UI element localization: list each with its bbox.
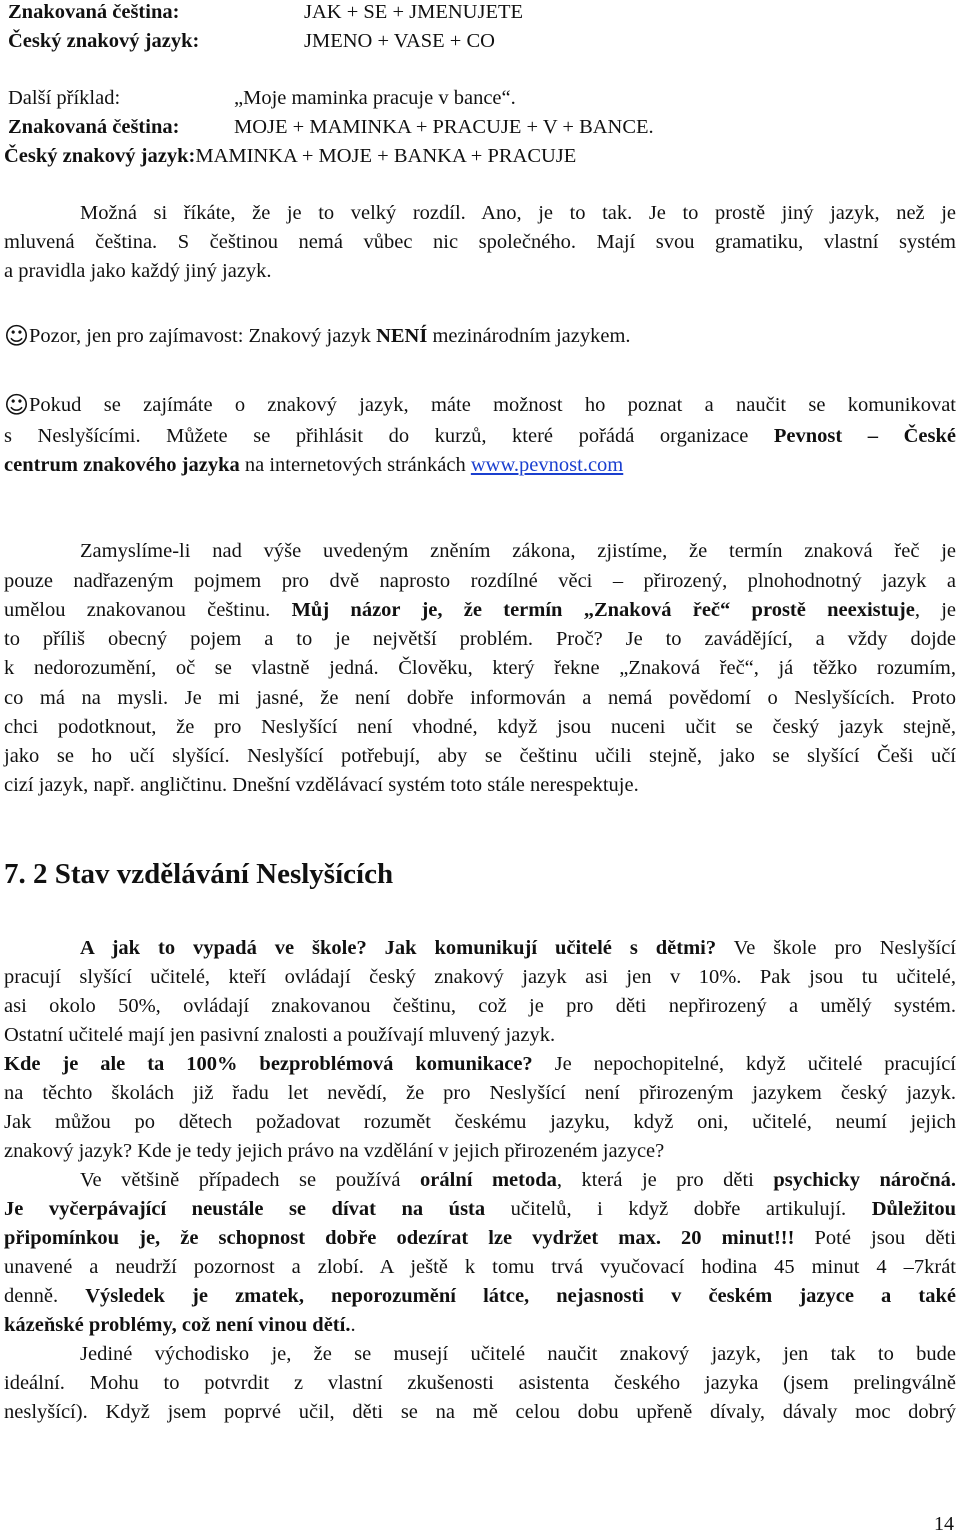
para4-line-5 xyxy=(4,1284,956,1308)
para2-l3-pre: umělou znakovanou češtinu. xyxy=(4,599,292,621)
example-intro-value: „Moje maminka pracuje v bance“. xyxy=(234,87,516,109)
para3-l1-post: Ve škole pro Neslyšící xyxy=(716,937,957,959)
para4-l5-bold: Výsledek je zmatek, neporozumění látce, nejasnosti v českém jazyce a také xyxy=(85,1285,956,1307)
para3-line-4: Ostatní učitelé mají jen pasivní znalosti a používají mluvený jazyk. xyxy=(4,1024,556,1046)
note1-post: mezinárodním jazykem. xyxy=(427,325,631,347)
section-heading: 7. 2 Stav vzdělávání Neslyšících xyxy=(4,858,394,890)
para2-line-2: pouze nadřazeným pojmem pro dvě naprosto rozdílné věci – přirozený, plnohodnotný jazyk a xyxy=(4,570,956,592)
para3-l5-bold: Kde je ale ta 100% bezproblémová komunikace? xyxy=(4,1053,533,1075)
para5-line-2: ideální. Mohu to potvrdit z vlastní zkušenosti asistenta českého jazyka (jsem prelingválně xyxy=(4,1372,956,1394)
para2-line-6: co má na mysli. Je mi jasné, že není dobře informován a nemá povědomí o Neslyšících. Proto xyxy=(4,687,956,709)
example-czj-value: MAMINKA + MOJE + BANKA + PRACUJE xyxy=(195,145,577,167)
para4-l5-pre: denně. xyxy=(4,1285,86,1307)
para4-l1-b2: psychicky náročná. xyxy=(773,1169,956,1191)
note2-line-2 xyxy=(4,424,956,448)
page-number: 14 xyxy=(934,1513,954,1535)
para3-line-3: asi okolo 50%, ovládají znakovanou češtinu, což je pro děti nepřirozený a umělý systém. xyxy=(4,995,956,1017)
para3-line-7: Jak můžou po dětech požadovat rozumět českému jazyku, když oni, učitelé, neumí jejich xyxy=(4,1111,956,1133)
para4-line-3 xyxy=(4,1226,956,1250)
para2-line-8: jako se ho učí slyšící. Neslyšící potřebují, aby se češtinu učili stejně, jako se slyšící Češi učí xyxy=(4,745,956,767)
note2-l2-bold: Pevnost – České xyxy=(773,425,956,447)
para5-line-3: neslyšící). Když jsem poprvé učil, děti se na mě celou dobu upřeně dívaly, dávaly moc dobrý xyxy=(4,1401,956,1423)
para3-line-6: na těchto školách již řadu let nevědí, že pro Neslyšící není přirozeným jazykem český jazyk. xyxy=(4,1082,956,1104)
para4-l3-bold: připomínkou je, že schopnost dobře odezírat lze vydržet max. 20 minut!!! xyxy=(4,1227,795,1249)
para2-line-9: cizí jazyk, např. angličtinu. Dnešní vzdělávací systém toto stále nerespektuje. xyxy=(4,774,639,796)
smiley-icon: ☺ xyxy=(4,391,30,419)
label-znakovana-cestina: Znakovaná čeština: xyxy=(8,1,180,23)
example-zc-value: MOJE + MAMINKA + PRACUJE + V + BANCE. xyxy=(234,116,654,138)
para3-l1-bold: A jak to vypadá ve škole? Jak komunikují učitelé s dětmi? xyxy=(80,937,717,959)
example-czj xyxy=(4,144,956,168)
para4-l6-bold: kázeňské problémy, což není vinou dětí. xyxy=(4,1314,351,1336)
para4-l2-b2: Důležitou xyxy=(871,1198,956,1220)
note2-l2-pre: s Neslyšícími. Můžete se přihlásit do kurzů, které pořádá organizace xyxy=(4,425,774,447)
para3-line-1 xyxy=(80,936,956,960)
example-czj-label: Český znakový jazyk: xyxy=(4,145,196,167)
para2-l3-post: , je xyxy=(914,599,957,621)
para4-l6-post: . xyxy=(350,1314,356,1336)
para2-line-4: to příliš obecný pojem a to je největší problém. Proč? Je to zavádějící, a vždy dojde xyxy=(4,628,956,650)
note2-l3-mid: na internetových stránkách xyxy=(239,454,471,476)
para1-line-3: a pravidla jako každý jiný jazyk. xyxy=(4,260,272,282)
para4-l1-pre: Ve většině případech se používá xyxy=(80,1169,421,1191)
para4-line-2 xyxy=(4,1197,956,1221)
note1-bold: NENÍ xyxy=(376,325,428,347)
value-znakovana-cestina: JAK + SE + JMENUJETE xyxy=(304,1,524,23)
para2-line-1: Zamyslíme-li nad výše uvedeným zněním zákona, zjistíme, že termín znaková řeč je xyxy=(80,540,956,562)
note2-line-1 xyxy=(4,393,956,417)
para2-l3-bold: Můj názor je, že termín „Znaková řeč“ prostě neexistuje xyxy=(291,599,915,621)
para4-l1-b1: orální metoda xyxy=(420,1169,557,1191)
note2-line-3 xyxy=(4,453,956,477)
value-cesky-znakovy-jazyk: JMENO + VASE + CO xyxy=(304,30,495,52)
para4-line-6 xyxy=(4,1313,956,1337)
note2-l1: Pokud se zajímáte o znakový jazyk, máte možnost ho poznat a naučit se komunikovat xyxy=(29,394,956,416)
example-zc-label: Znakovaná čeština: xyxy=(8,116,180,138)
para4-line-1 xyxy=(80,1168,956,1192)
example-intro-label: Další příklad: xyxy=(8,87,121,109)
para3-l5-post: Je nepochopitelné, když učitelé pracující xyxy=(532,1053,956,1075)
note1-pre: Pozor, jen pro zajímavost: Znakový jazyk xyxy=(29,325,377,347)
para3-line-2: pracují slyšící učitelé, kteří ovládají český znakový jazyk asi jen v 10%. Pak jsou tu učitelé, xyxy=(4,966,956,988)
pevnost-link[interactable]: www.pevnost.com xyxy=(470,454,624,476)
para3-line-8: znakový jazyk? Kde je tedy jejich právo na vzdělání v jejich přirozeném jazyce? xyxy=(4,1140,665,1162)
para4-l2-mid: učitelů, i když dobře artikulují. xyxy=(485,1198,872,1220)
note2-l3-bold: centrum znakového jazyka xyxy=(4,454,240,476)
para2-line-5: k nedorozumění, oč se vlastně jedná. Člověku, který řekne „Znaková řeč“, já těžko rozumím, xyxy=(4,657,956,679)
para3-line-5 xyxy=(4,1052,956,1076)
para2-line-7: chci podotknout, že pro Neslyšící není vhodné, když jsou nuceni učit se český jazyk stejně, xyxy=(4,716,956,738)
para4-l3-post: Poté jsou děti xyxy=(794,1227,956,1249)
para1-line-2: mluvená čeština. S češtinou nemá vůbec nic společného. Mají svou gramatiku, vlastní systém xyxy=(4,231,956,253)
para4-l2-b1: Je vyčerpávající neustále se dívat na ústa xyxy=(4,1198,486,1220)
para4-l1-mid: , která je pro děti xyxy=(556,1169,774,1191)
para1-line-1: Možná si říkáte, že je to velký rozdíl. Ano, je to tak. Je to prostě jiný jazyk, než je xyxy=(80,202,956,224)
para5-line-1: Jediné východisko je, že se musejí učitelé naučit znakový jazyk, jen tak to bude xyxy=(80,1343,956,1365)
para4-line-4: unavené a neudrží pozornost a zlobí. A ještě k tomu trvá vyučovací hodina 45 minut 4 –7krát xyxy=(4,1256,956,1278)
label-cesky-znakovy-jazyk: Český znakový jazyk: xyxy=(8,30,200,52)
note-zajimavost xyxy=(4,324,956,348)
smiley-icon: ☺ xyxy=(4,322,30,350)
para2-line-3 xyxy=(4,598,956,622)
